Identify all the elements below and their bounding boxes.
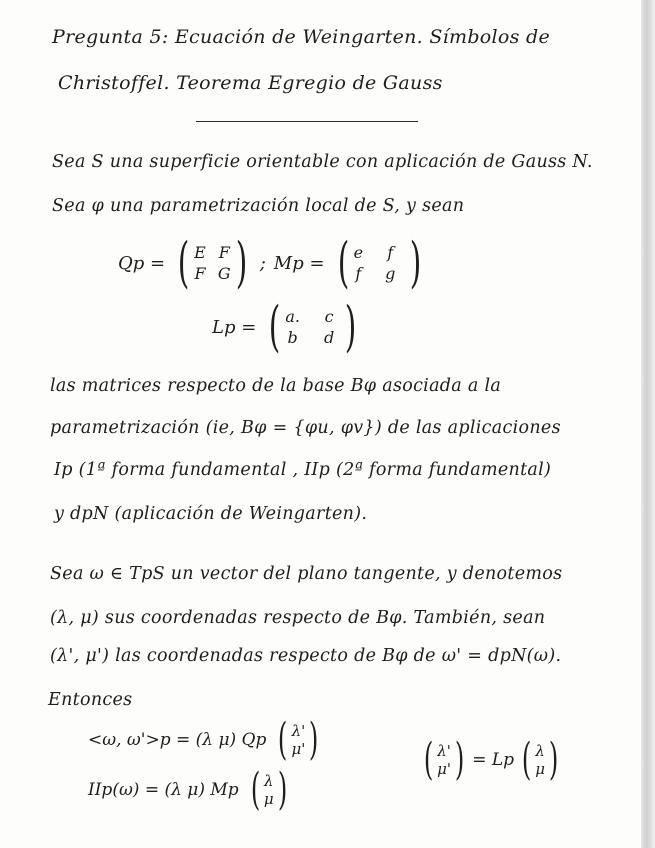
matrix-entry: E	[194, 243, 206, 262]
paragraph-3-line-2: (λ, μ) sus coordenadas respecto de Bφ. También, sean	[50, 608, 546, 628]
right-paren: )	[277, 764, 287, 815]
matrix-entry: F	[194, 264, 206, 283]
left-paren: (	[269, 295, 281, 358]
mp-matrix	[354, 243, 396, 283]
matrix-entry: a.	[285, 307, 300, 326]
formula-3-vector-left	[437, 742, 451, 778]
formula-3-mid: = Lp	[472, 750, 515, 770]
formula-1-lhs: <ω, ω'>p = (λ μ) Qp	[88, 730, 267, 750]
vector-entry: λ	[263, 772, 274, 790]
formula-first-fundamental	[88, 714, 323, 765]
right-paren: )	[309, 714, 319, 765]
separator: ;	[259, 252, 266, 274]
matrix-entry: b	[287, 328, 298, 347]
equation-lp	[212, 295, 361, 358]
paragraph-2-line-3: Ip (1ª forma fundamental , IIp (2ª forma fundamental)	[54, 460, 552, 480]
lp-label: Lp =	[212, 316, 257, 338]
right-paren: )	[454, 734, 465, 785]
right-paren: )	[548, 734, 559, 785]
lp-matrix	[285, 307, 334, 347]
vector-entry: μ	[535, 760, 545, 778]
vector-entry: λ'	[291, 722, 306, 740]
paragraph-4-line-1: Entonces	[48, 690, 133, 710]
vector-entry: μ'	[437, 760, 452, 778]
formula-weingarten	[420, 734, 562, 785]
title-line-1: Pregunta 5: Ecuación de Weingarten. Símbolos de	[52, 26, 551, 48]
vector-entry: λ'	[437, 742, 451, 760]
formula-3-vector-right	[535, 742, 545, 778]
matrix-entry: G	[217, 264, 231, 283]
formula-2-lhs: IIp(ω) = (λ μ) Mp	[88, 780, 239, 800]
paragraph-1-line-1: Sea S una superficie orientable con aplicación de Gauss N.	[52, 152, 593, 172]
left-paren: (	[278, 714, 288, 765]
matrix-entry: g	[385, 264, 396, 283]
matrix-entry: c	[324, 307, 334, 326]
qp-label: Qp =	[118, 252, 166, 274]
matrix-entry: e	[353, 243, 364, 262]
right-paren: )	[410, 231, 422, 294]
paragraph-3-line-3: (λ', μ') las coordenadas respecto de Bφ de ω' = dpN(ω).	[50, 646, 562, 666]
formula-second-fundamental	[88, 764, 291, 815]
formula-1-vector	[292, 722, 306, 758]
title-line-2: Christoffel. Teorema Egregio de Gauss	[58, 72, 443, 94]
paragraph-2-line-4: y dpN (aplicación de Weingarten).	[54, 504, 368, 524]
left-paren: (	[177, 231, 190, 294]
matrix-entry: F	[218, 243, 230, 262]
vector-entry: λ	[535, 742, 545, 760]
left-paren: (	[337, 231, 349, 294]
qp-matrix	[194, 243, 230, 283]
title-divider	[196, 121, 418, 122]
paragraph-2-line-2: parametrización (ie, Bφ = {φu, φv}) de las aplicaciones	[50, 418, 561, 438]
paragraph-1-line-2: Sea φ una parametrización local de S, y sean	[52, 196, 465, 216]
right-paren: )	[235, 231, 247, 294]
left-paren: (	[423, 734, 434, 785]
equation-qp-mp	[118, 231, 426, 294]
left-paren: (	[250, 764, 260, 815]
right-paren: )	[344, 295, 357, 358]
vector-entry: μ'	[291, 740, 306, 758]
paragraph-2-line-1: las matrices respecto de la base Bφ asociada a la	[50, 376, 502, 396]
matrix-entry: f	[355, 264, 362, 283]
matrix-entry: f	[387, 243, 394, 262]
mp-label: Mp =	[273, 252, 325, 274]
formula-2-vector	[264, 772, 274, 808]
left-paren: (	[521, 734, 532, 785]
paragraph-3-line-1: Sea ω ∈ TpS un vector del plano tangente, y denotemos	[50, 564, 563, 584]
matrix-entry: d	[323, 328, 335, 347]
vector-entry: μ	[263, 790, 274, 808]
page-edge-shadow	[641, 0, 655, 848]
